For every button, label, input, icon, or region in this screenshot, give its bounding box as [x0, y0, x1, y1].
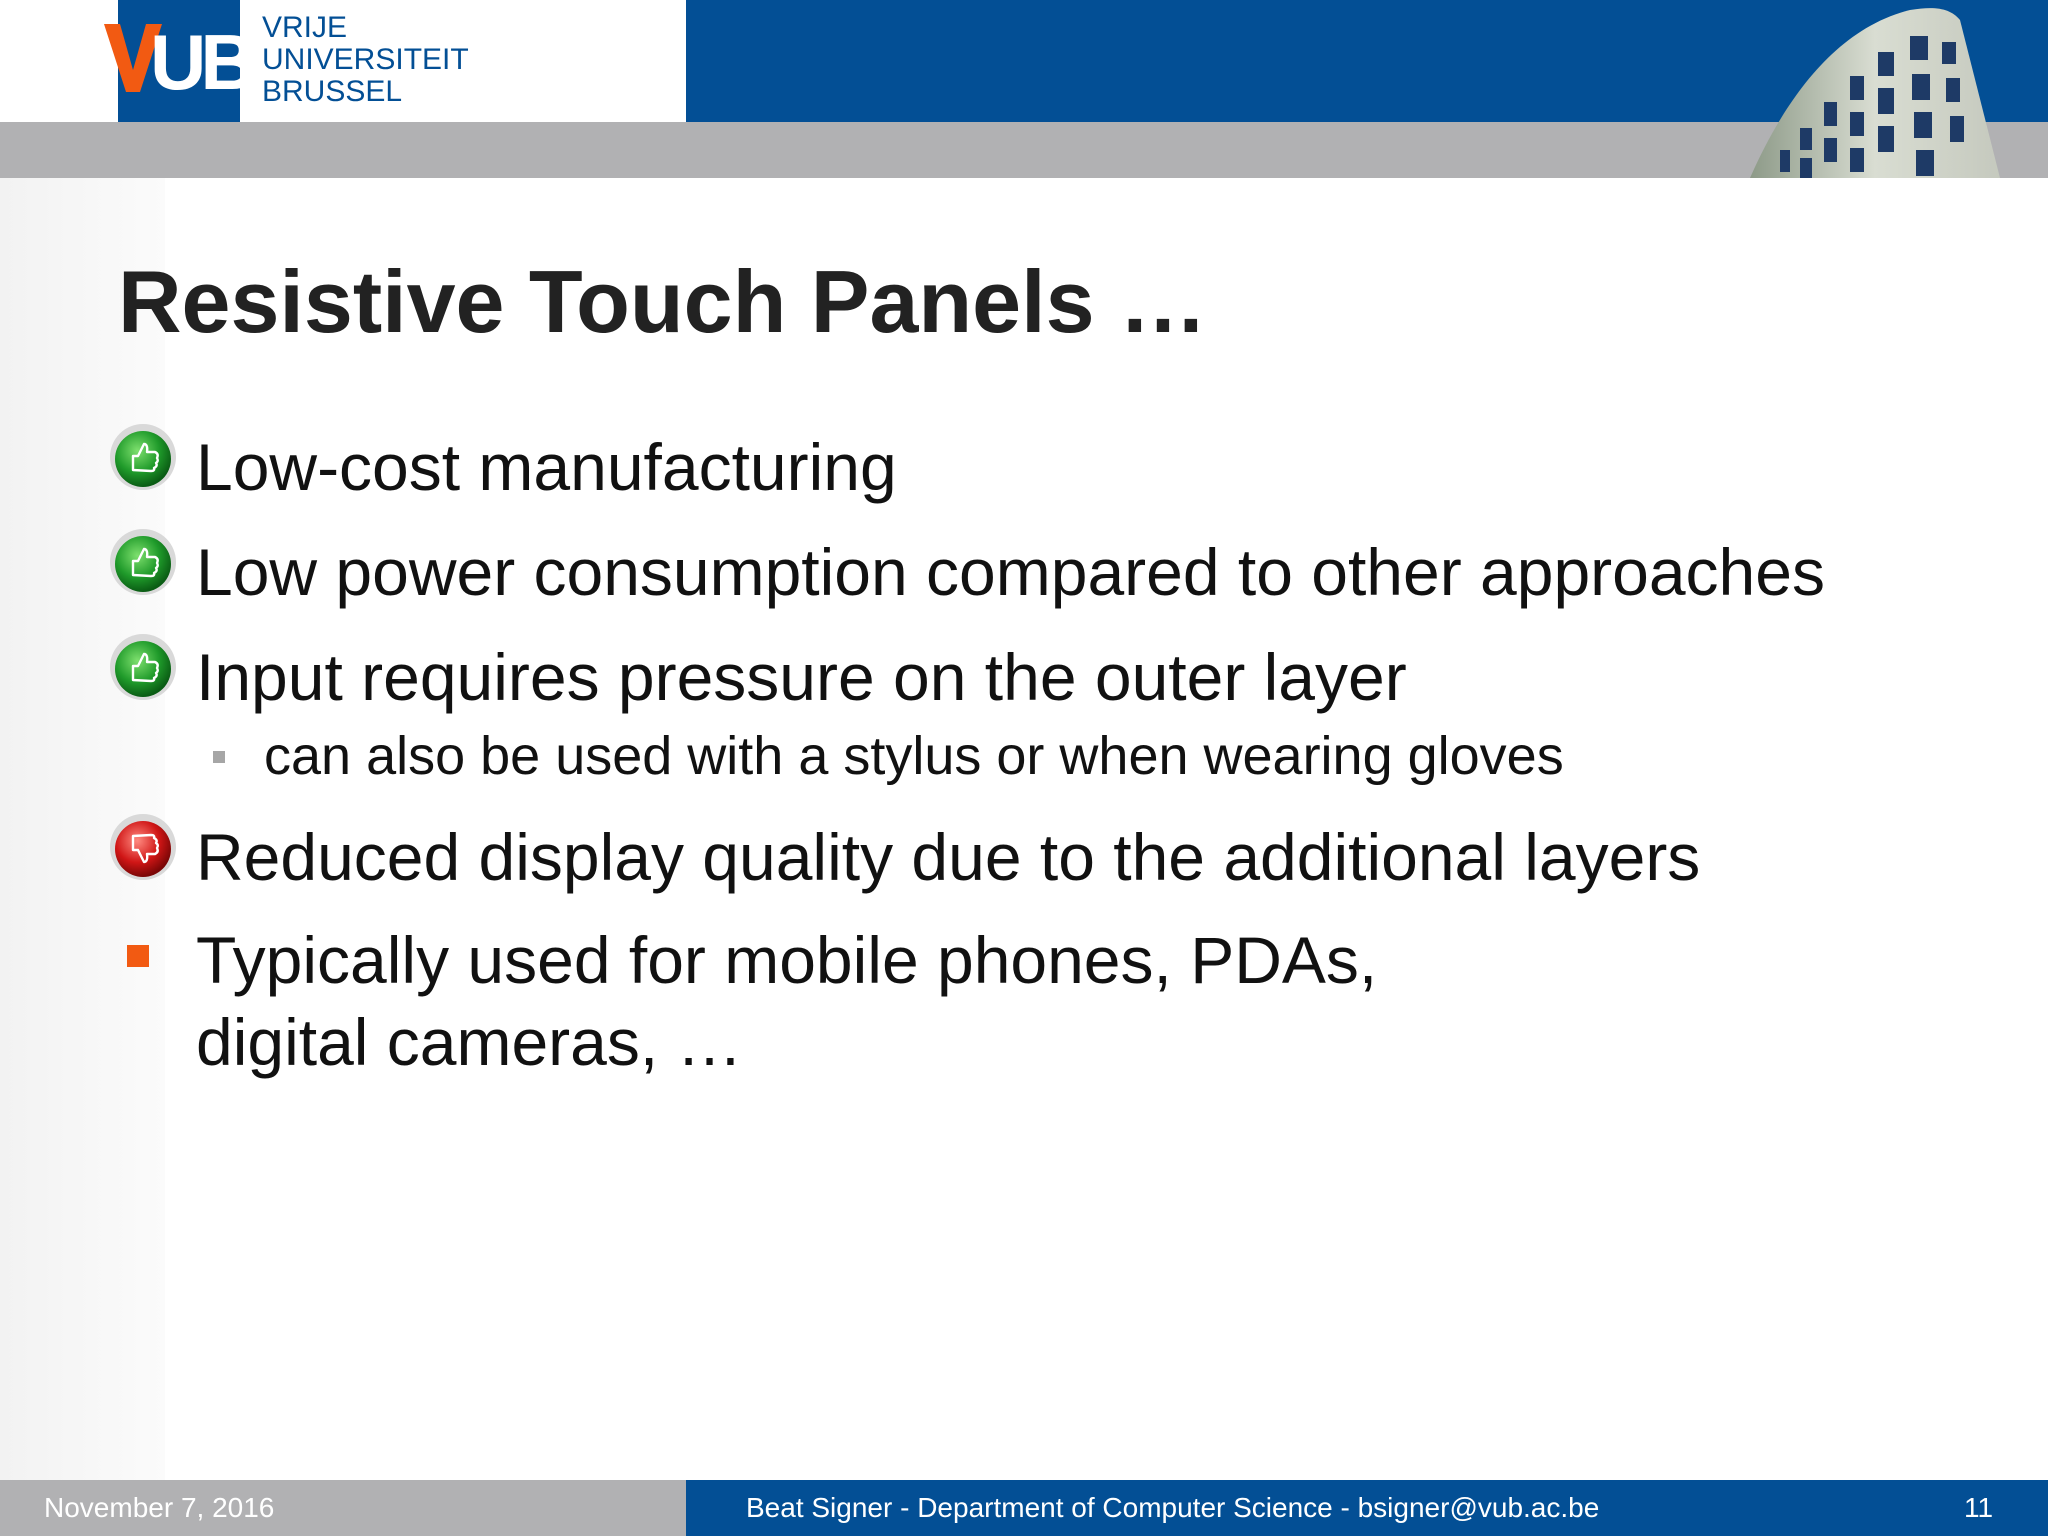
sub-bullet-text: can also be used with a stylus or when wearing gloves — [264, 726, 1564, 786]
slide-title: Resistive Touch Panels … — [118, 252, 1207, 351]
building-photo — [1750, 0, 2000, 178]
footer-author: Beat Signer - Department of Computer Science - bsigner@vub.ac.be — [746, 1492, 1600, 1523]
sub-bullet-square-icon — [213, 751, 225, 763]
university-name-line2: UNIVERSITEIT — [262, 43, 469, 76]
vub-logo-letters: UB — [150, 18, 251, 106]
bullet-text: Reduced display quality due to the additional layers — [196, 820, 1701, 894]
university-name-line3: BRUSSEL — [262, 75, 403, 108]
bullet-text-line2: digital cameras, … — [196, 1005, 743, 1079]
page-number: 11 — [1964, 1492, 1994, 1523]
bullet-text: Input requires pressure on the outer layer — [196, 640, 1407, 714]
bullet-text: Low power consumption compared to other approaches — [196, 535, 1825, 609]
university-name — [262, 12, 469, 108]
bullet-text-line1: Typically used for mobile phones, PDAs, — [196, 923, 1378, 997]
square-bullet-icon — [127, 945, 149, 967]
thumbs-down-icon — [108, 812, 178, 882]
thumbs-up-icon — [108, 527, 178, 597]
thumbs-up-icon — [108, 632, 178, 702]
footer-date: November 7, 2016 — [44, 1492, 275, 1523]
header-gray-band — [0, 122, 2048, 178]
university-name-line1: VRIJE — [262, 11, 348, 44]
thumbs-up-icon — [108, 422, 178, 492]
bullet-text: Low-cost manufacturing — [196, 430, 897, 504]
